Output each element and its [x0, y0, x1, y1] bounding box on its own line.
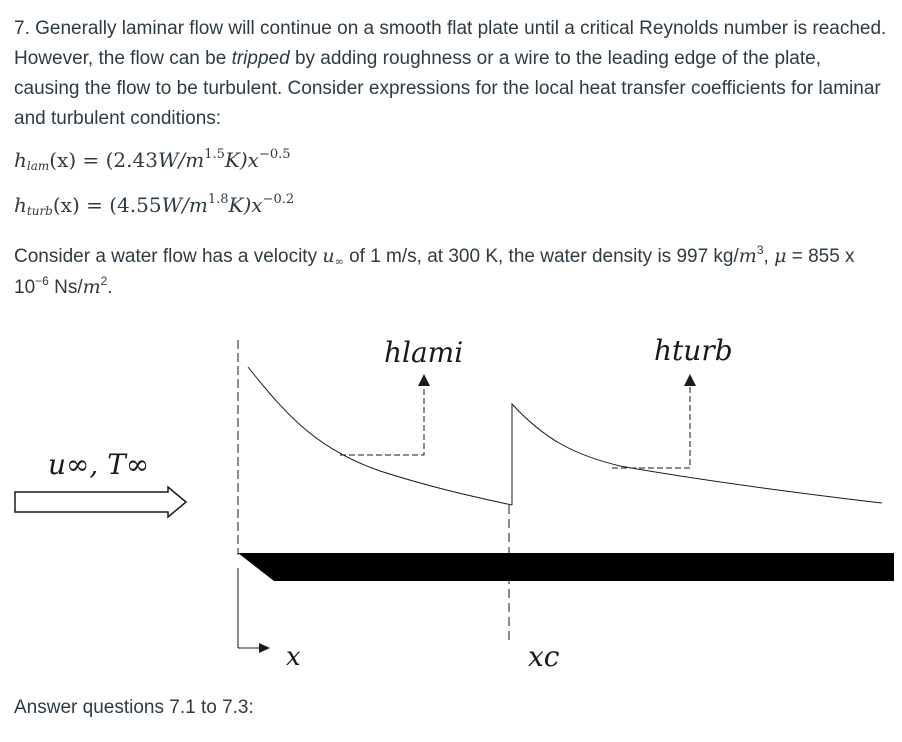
eq-turb-subscript: turb — [26, 204, 53, 218]
problem-emphasis: tripped — [231, 48, 290, 69]
h-lami-label: hlami — [384, 336, 464, 369]
mu-unit-exp: 2 — [100, 274, 108, 288]
eq-turb-unit-tail: K)x — [228, 193, 263, 217]
mu-symbol: μ — [774, 245, 787, 267]
h-lami-leader — [340, 385, 424, 455]
eq-lam-symbol: h — [14, 148, 27, 172]
given-part6: . — [107, 277, 113, 298]
mu-unit: m — [82, 276, 101, 298]
flow-label: u∞, T∞ — [48, 448, 150, 481]
flow-arrow-icon — [15, 487, 186, 517]
eq-turb-symbol: h — [14, 193, 27, 217]
x-label: x — [286, 642, 301, 672]
h-lam-curve — [248, 367, 512, 505]
x-axis-arrowhead — [259, 643, 270, 653]
given-part5: Ns/ — [48, 277, 83, 298]
eq-lam-unit-tail: K)x — [224, 148, 259, 172]
given-part1: Consider a water flow has a velocity — [14, 246, 323, 267]
eq-turb-arg: (x) = (4.55 — [52, 193, 162, 217]
eq-lam-x-exp: −0.5 — [258, 147, 291, 162]
eq-lam-unit-exp: 1.5 — [204, 147, 225, 162]
h-lami-arrowhead — [418, 374, 430, 386]
eq-lam-arg: (x) = (2.43 — [49, 148, 158, 172]
problem-text-1: 7. Generally laminar flow will continue on a smooth flat plate until a critical Reynolds number is reached. However, the flow can be — [14, 18, 887, 69]
given-part3: , — [763, 246, 775, 267]
h-turb-label: hturb — [654, 334, 733, 367]
eq-turb-unit: W/m — [161, 193, 208, 217]
velocity-symbol: u — [322, 245, 335, 267]
velocity-sub: ∞ — [334, 255, 344, 268]
h-turb-arrowhead — [684, 374, 696, 386]
mu-exp: −6 — [35, 274, 49, 288]
xc-label: xc — [528, 640, 560, 673]
eq-turb-unit-exp: 1.8 — [207, 192, 229, 207]
h-turb-leader — [612, 385, 690, 468]
density-unit: m — [738, 245, 757, 267]
flat-plate — [238, 553, 894, 581]
eq-lam-subscript: lam — [26, 159, 50, 173]
given-part4: = 855 x 10 — [14, 246, 855, 298]
answer-prompt: Answer questions 7.1 to 7.3: — [14, 697, 254, 718]
eq-lam-unit: W/m — [157, 148, 205, 172]
density-exp: 3 — [756, 243, 764, 257]
eq-turb-x-exp: −0.2 — [262, 192, 295, 207]
problem-text-2: by adding roughness or a wire to the leading edge of the plate, causing the flow to be turbulent. Consider expressions for the local heat transfer coefficients for laminar and turbulent conditions: — [14, 48, 881, 129]
given-part2: of 1 m/s, at 300 K, the water density is 997 kg/ — [343, 246, 739, 267]
h-turb-curve — [512, 404, 882, 505]
